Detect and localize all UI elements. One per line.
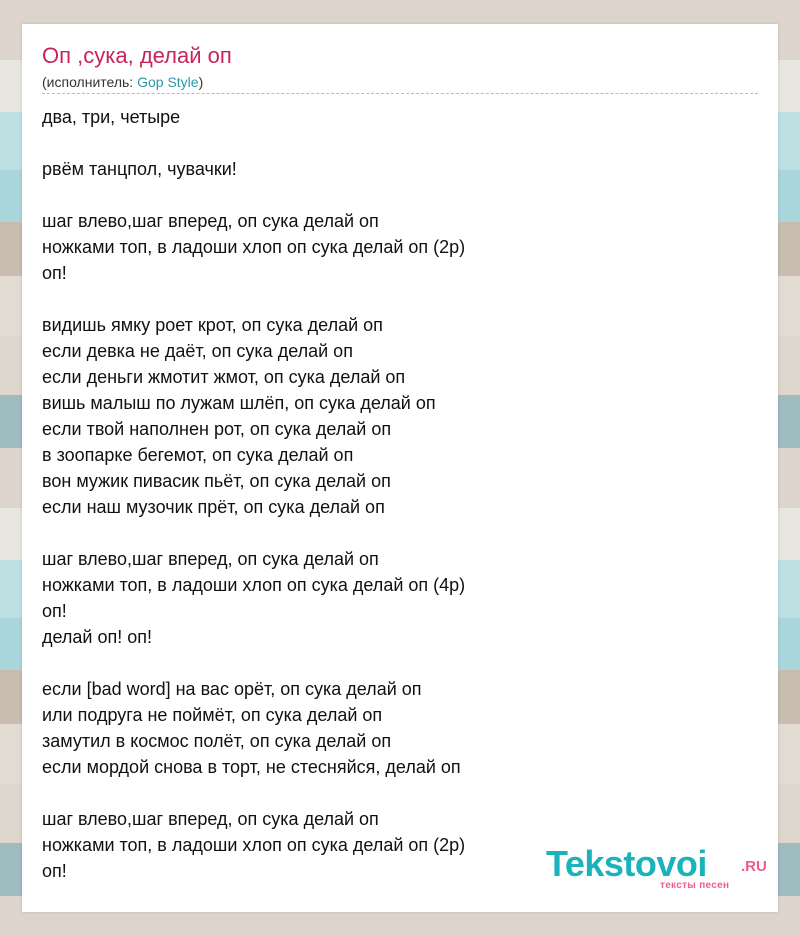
lyric-line: вон мужик пивасик пьёт, оп сука делай оп (42, 471, 391, 491)
lyric-line: оп! (42, 263, 67, 283)
stanza-break (42, 182, 465, 208)
logo-tagline: тексты песен (660, 880, 730, 891)
artist-prefix: (исполнитель: (42, 74, 138, 90)
lyric-line: в зоопарке бегемот, оп сука делай оп (42, 445, 354, 465)
lyric-line: ножками топ, в ладоши хлоп оп сука делай оп (2р) (42, 237, 466, 257)
header-divider (42, 93, 758, 94)
lyric-line: если девка не даёт, оп сука делай оп (42, 341, 353, 361)
logo-tld: .RU (741, 858, 767, 875)
lyric-line: видишь ямку роет крот, оп сука делай оп (42, 315, 383, 335)
lyric-line: если мордой снова в торт, не стесняйся, делай оп (42, 757, 461, 777)
stanza-break (42, 130, 465, 156)
lyrics-text (42, 104, 465, 884)
lyric-line: рвём танцпол, чувачки! (42, 159, 237, 179)
lyric-line: вишь малыш по лужам шлёп, оп сука делай оп (42, 393, 436, 413)
lyric-line: шаг влево,шаг вперед, оп сука делай оп (42, 211, 379, 231)
lyric-line: шаг влево,шаг вперед, оп сука делай оп (42, 809, 379, 829)
stanza-break (42, 780, 465, 806)
lyric-line: оп! (42, 861, 67, 881)
stanza-break (42, 520, 465, 546)
artist-byline (42, 74, 203, 90)
site-logo[interactable] (546, 844, 776, 892)
artist-link[interactable]: Gop Style (137, 74, 199, 90)
song-title: Оп ,сука, делай оп (42, 43, 232, 68)
lyrics-card (22, 24, 778, 912)
stanza-break (42, 650, 465, 676)
logo-name: Tekstovoi (546, 843, 707, 884)
artist-suffix: ) (198, 74, 204, 90)
lyric-line: или подруга не поймёт, оп сука делай оп (42, 705, 383, 725)
lyric-line: шаг влево,шаг вперед, оп сука делай оп (42, 549, 379, 569)
lyric-line: ножками топ, в ладоши хлоп оп сука делай оп (4р) (42, 575, 466, 595)
lyric-line: если наш музочик прёт, оп сука делай оп (42, 497, 385, 517)
lyric-line: замутил в космос полёт, оп сука делай оп (42, 731, 392, 751)
lyric-line: если деньги жмотит жмот, оп сука делай оп (42, 367, 406, 387)
lyric-line: ножками топ, в ладоши хлоп оп сука делай оп (2р) (42, 835, 466, 855)
lyric-line: делай оп! оп! (42, 627, 153, 647)
lyric-line: если [bad word] на вас орёт, оп сука делай оп (42, 679, 422, 699)
lyric-line: если твой наполнен рот, оп сука делай оп (42, 419, 392, 439)
stanza-break (42, 286, 465, 312)
lyric-line: два, три, четыре (42, 107, 181, 127)
lyric-line: оп! (42, 601, 67, 621)
